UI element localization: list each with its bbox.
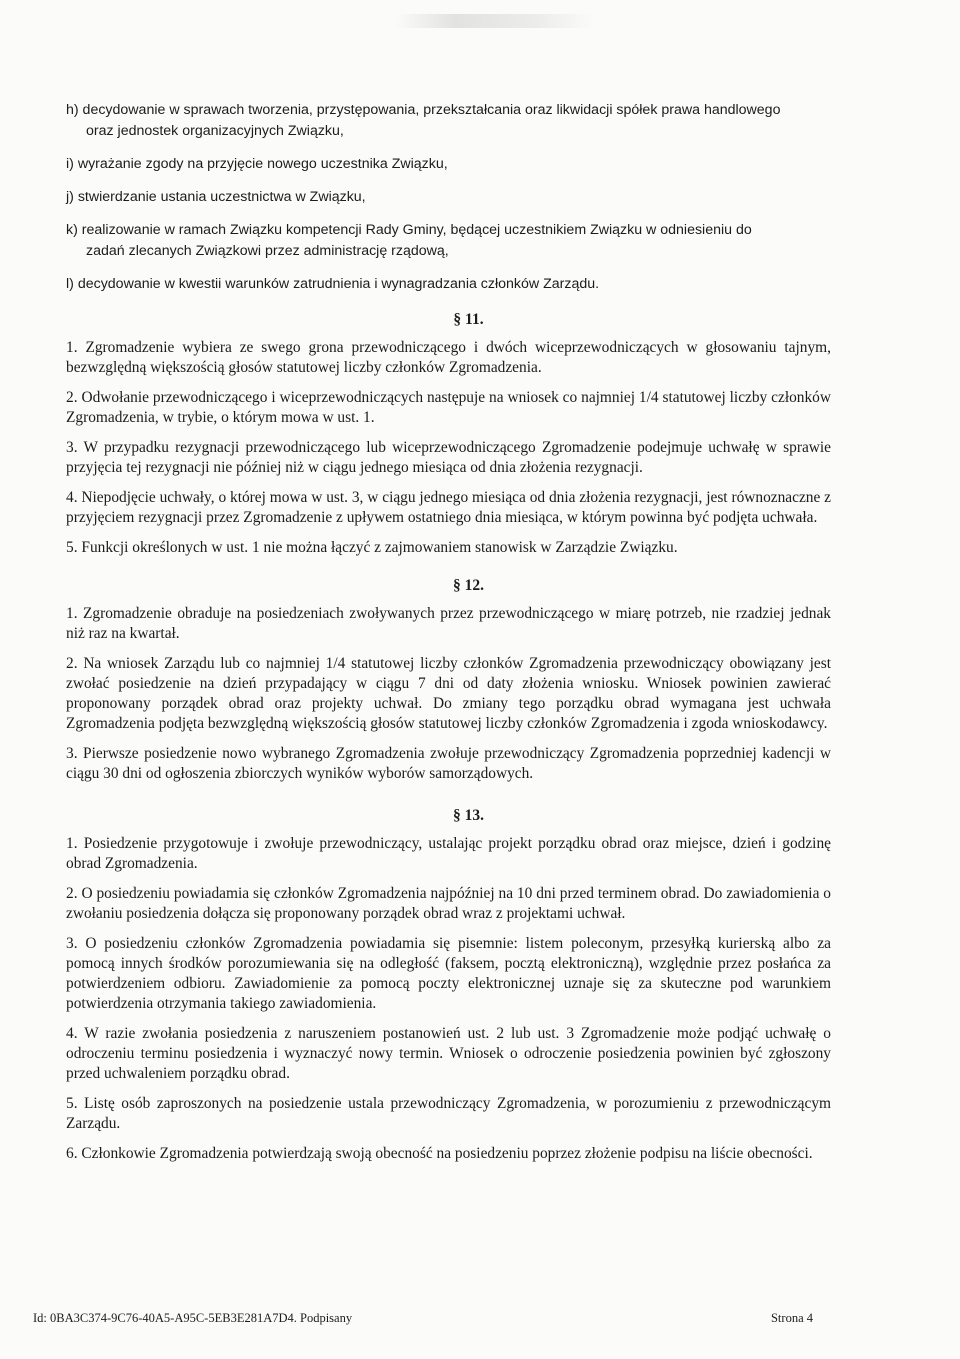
section-13-paragraph: 5. Listę osób zaproszonych na posiedzenie ustala przewodniczący Zgromadzenia, w porozumieniu z przewodniczącym Zarządu. bbox=[66, 1095, 831, 1132]
section-11-paragraph: 1. Zgromadzenie wybiera ze swego grona przewodniczącego i dwóch wiceprzewodniczących w głosowaniu tajnym, bezwzględną większością głosów statutowej liczby członków Zgromadzenia. bbox=[66, 339, 831, 376]
page-number: Strona 4 bbox=[770, 1311, 813, 1325]
main-text bbox=[66, 298, 831, 1174]
section-12-paragraph: 3. Pierwsze posiedzenie nowo wybranego Zgromadzenia zwołuje przewodniczący Zgromadzenia poprzedniej kadencji w ciągu 30 dni od ogłoszenia zbiorczych wyników wyborów samorządowych. bbox=[66, 745, 831, 782]
competence-list bbox=[66, 100, 831, 307]
section-13-paragraph: 2. O posiedzeniu powiadamia się członków Zgromadzenia najpóźniej na 10 dni przed terminem obrad. Do zawiadomienia o zwołaniu posiedzenia dołącza się proponowany porządek obrad wraz z projektami uchwał. bbox=[66, 885, 831, 922]
section-12-paragraph: 1. Zgromadzenie obraduje na posiedzeniach zwoływanych przez przewodniczącego w miarę potrzeb, nie rzadziej jednak niż raz na kwartał. bbox=[66, 605, 831, 642]
section-11-paragraph: 5. Funkcji określonych w ust. 1 nie można łączyć z zajmowaniem stanowisk w Zarządzie Związku. bbox=[66, 539, 678, 556]
section-12-paragraph: 2. Na wniosek Zarządu lub co najmniej 1/4 statutowej liczby członków Zgromadzenia przewodniczący obowiązany jest zwołać posiedzenie na dzień przypadający w ciągu 7 dni od daty złożenia wniosku. Wniosek powinien zawierać proponowany porządek obrad oraz projekty uchwał. Do zmiany tego porządku obrad wymagana jest uchwała Zgromadzenia podjęta bezwzględną większością głosów statutowej liczby członków Zgromadzenia i zgoda wnioskodawcy. bbox=[66, 655, 831, 732]
section-13-paragraph: 1. Posiedzenie przygotowuje i zwołuje przewodniczący, ustalając projekt porządku obrad oraz miejsce, dzień i godzinę obrad Zgromadzenia. bbox=[66, 835, 831, 872]
section-11-paragraph: 2. Odwołanie przewodniczącego i wiceprzewodniczących następuje na wniosek co najmniej 1/4 statutowej liczby członków Zgromadzenia, w trybie, o którym mowa w ust. 1. bbox=[66, 389, 831, 426]
list-item-i: i) wyrażanie zgody na przyjęcie nowego uczestnika Związku, bbox=[66, 156, 448, 172]
section-heading-13: § 13. bbox=[453, 807, 484, 824]
section-13-paragraph: 4. W razie zwołania posiedzenia z naruszeniem postanowień ust. 2 lub ust. 3 Zgromadzenie może podjąć uchwałę o odroczeniu terminu posiedzenia i wyznaczyć nowy termin. Wniosek o odroczenie posiedzenia powinien być zgłoszony przed uchwaleniem porządku obrad. bbox=[66, 1025, 831, 1082]
list-item-k: k) realizowanie w ramach Związku kompetencji Rady Gminy, będącej uczestnikiem Związku w odniesieniu do zadań zlecanych Związkowi przez administrację rządową, bbox=[66, 222, 752, 259]
list-item-h: h) decydowanie w sprawach tworzenia, przystępowania, przekształcania oraz likwidacji spółek prawa handlowego oraz jednostek organizacyjnych Związku, bbox=[66, 102, 781, 139]
section-13-paragraph: 3. O posiedzeniu członków Zgromadzenia powiadamia się pisemnie: listem poleconym, przesyłką kurierską albo za pomocą innych środków porozumiewania się na odległość (faksem, pocztą elektroniczną), względnie przez posłańca za potwierdzeniem odbioru. Zawiadomienie za pomocą poczty elektronicznej uznaje się za skuteczne pod warunkiem potwierdzenia otrzymania takiego zawiadomienia. bbox=[66, 935, 831, 1012]
document-id: Id: 0BA3C374-9C76-40A5-A95C-5EB3E281A7D4. Podpisany bbox=[33, 1311, 353, 1325]
section-13-paragraph: 6. Członkowie Zgromadzenia potwierdzają swoją obecność na posiedzeniu poprzez złożenie podpisu na liście obecności. bbox=[66, 1145, 813, 1162]
section-heading-11: § 11. bbox=[453, 311, 484, 328]
section-11-paragraph: 4. Niepodjęcie uchwały, o której mowa w ust. 3, w ciągu jednego miesiąca od dnia złożenia rezygnacji, jest równoznaczne z przyjęciem rezygnacji przez Zgromadzenie z upływem ostatniego dnia miesiąca, w którym powinna być podjęta uchwała. bbox=[66, 489, 831, 526]
section-11-paragraph: 3. W przypadku rezygnacji przewodniczącego lub wiceprzewodniczącego Zgromadzenie podejmuje uchwałę w sprawie przyjęcia tej rezygnacji nie później niż w ciągu jednego miesiąca od dnia złożenia rezygnacji. bbox=[66, 439, 831, 476]
list-item-j: j) stwierdzanie ustania uczestnictwa w Związku, bbox=[66, 189, 366, 205]
list-item-l: l) decydowanie w kwestii warunków zatrudnienia i wynagradzania członków Zarządu. bbox=[66, 276, 600, 292]
section-heading-12: § 12. bbox=[453, 577, 484, 594]
scan-artifact bbox=[395, 14, 595, 28]
